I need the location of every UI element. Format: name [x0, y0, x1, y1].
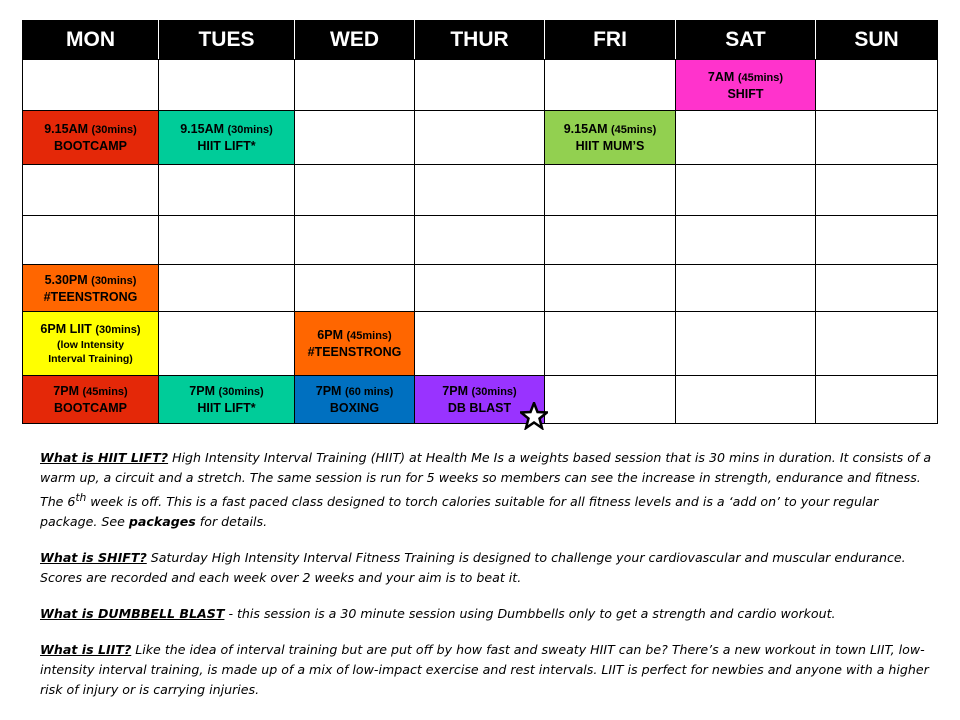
empty-cell: [415, 111, 545, 165]
empty-cell: [816, 376, 938, 424]
class-duration: (30mins): [227, 124, 273, 136]
day-header-sun: SUN: [816, 21, 938, 60]
schedule-row: [23, 165, 938, 216]
empty-cell: [159, 216, 295, 265]
empty-cell: [295, 60, 415, 111]
schedule-row: [23, 312, 938, 376]
class-cell-mon-teen: [23, 265, 159, 312]
note-question: What is LIIT?: [40, 642, 132, 658]
notes-section: [40, 448, 932, 716]
note-question: What is DUMBBELL BLAST: [40, 606, 225, 622]
class-name: HIIT LIFT*: [197, 401, 256, 415]
empty-cell: [415, 216, 545, 265]
empty-cell: [159, 312, 295, 376]
class-cell-tue-hiit-am: [159, 111, 295, 165]
class-duration: (30mins): [91, 274, 137, 287]
star-icon: [520, 402, 548, 430]
empty-cell: [545, 60, 676, 111]
note-text: - this session is a 30 minute session using Dumbbells only to get a strength and cardio workout.: [224, 606, 836, 622]
class-name: BOOTCAMP: [54, 401, 127, 415]
note-text: for details.: [195, 514, 268, 530]
empty-cell: [545, 265, 676, 312]
empty-cell: [159, 165, 295, 216]
empty-cell: [295, 265, 415, 312]
empty-cell: [816, 111, 938, 165]
empty-cell: [676, 376, 816, 424]
empty-cell: [545, 376, 676, 424]
class-time: 5.30PM: [44, 272, 88, 287]
class-time: 7PM: [315, 384, 342, 398]
day-header-tues: TUES: [159, 21, 295, 60]
day-header-fri: FRI: [545, 21, 676, 60]
empty-cell: [159, 265, 295, 312]
class-name: BOOTCAMP: [54, 139, 127, 153]
note-text: Like the idea of interval training but are put off by how fast and sweaty HIIT can be? There’s a new workout in town LIIT, low-intensity interval training, is made up of a mix of low-impact exercise and rest intervals. LIIT is perfect for newbies and anyone with a higher risk of injury or is carrying injuries.: [40, 642, 929, 698]
note-hiit-lift: [40, 448, 932, 532]
class-duration: (30mins): [95, 324, 141, 336]
empty-cell: [545, 216, 676, 265]
class-cell-thu-db: [415, 376, 545, 424]
schedule-row: [23, 60, 938, 111]
note-liit: [40, 640, 932, 700]
class-cell-wed-teen: [295, 312, 415, 376]
class-name: DB BLAST: [447, 401, 512, 415]
class-cell-sat-shift: [676, 60, 816, 111]
empty-cell: [415, 60, 545, 111]
schedule-row: [23, 265, 938, 312]
empty-cell: [295, 216, 415, 265]
empty-cell: [545, 165, 676, 216]
class-duration: (45mins): [82, 386, 128, 398]
day-header-mon: MON: [23, 21, 159, 60]
empty-cell: [159, 60, 295, 111]
class-duration: (45mins): [611, 124, 657, 136]
class-name: HIIT MUM’S: [575, 139, 645, 153]
note-sup: th: [75, 492, 87, 504]
schedule-row: [23, 376, 938, 424]
empty-cell: [23, 60, 159, 111]
class-time: 6PM LIIT: [40, 322, 92, 336]
class-cell-mon-liit: [23, 312, 159, 376]
empty-cell: [816, 60, 938, 111]
empty-cell: [415, 265, 545, 312]
class-time: 7PM: [442, 384, 468, 398]
class-duration: (30mins): [471, 386, 517, 398]
empty-cell: [816, 265, 938, 312]
header-row: [23, 21, 938, 60]
class-duration: (30mins): [91, 124, 137, 136]
class-time: 9.15AM: [563, 122, 608, 136]
class-cell-tue-hiit-pm: [159, 376, 295, 424]
class-cell-fri-mums: [545, 111, 676, 165]
day-header-sat: SAT: [676, 21, 816, 60]
note-dumbbell-blast: [40, 604, 932, 624]
day-header-thur: THUR: [415, 21, 545, 60]
empty-cell: [676, 312, 816, 376]
class-duration: (30mins): [218, 386, 264, 398]
class-time: 6PM: [317, 328, 343, 342]
empty-cell: [676, 111, 816, 165]
class-time: 7PM: [189, 384, 215, 398]
note-text: High Intensity Interval Training (HIIT) at Health Me Is a weights based session that is 30 mins in duration. It consists of a warm up, a circuit and a stretch. The same session is run for 5 weeks so members can see the increase in strength, endurance and fitness. The 6: [40, 450, 932, 510]
class-name: #TEENSTRONG: [307, 345, 402, 359]
class-name: (low Intensity: [56, 339, 125, 351]
note-text: week is off. This is a fast paced class designed to torch calories suitable for all fitness levels and is a ‘add on’ to your regular package. See: [40, 494, 879, 530]
empty-cell: [415, 312, 545, 376]
empty-cell: [676, 265, 816, 312]
empty-cell: [816, 216, 938, 265]
timetable: [22, 20, 938, 424]
day-header-wed: WED: [295, 21, 415, 60]
class-name: #TEENSTRONG: [43, 289, 138, 304]
class-duration: (60 mins): [344, 386, 394, 398]
empty-cell: [816, 312, 938, 376]
empty-cell: [676, 165, 816, 216]
note-text: Saturday High Intensity Interval Fitness Training is designed to challenge your cardiovascular and muscular endurance. Scores are recorded and each week over 2 weeks and your aim is to beat it.: [40, 550, 906, 586]
empty-cell: [295, 165, 415, 216]
class-time: 7AM: [707, 69, 735, 84]
schedule-row: [23, 216, 938, 265]
empty-cell: [23, 216, 159, 265]
packages-link[interactable]: packages: [128, 514, 196, 530]
class-duration: (45mins): [737, 71, 784, 84]
empty-cell: [415, 165, 545, 216]
empty-cell: [676, 216, 816, 265]
class-cell-wed-boxing: [295, 376, 415, 424]
note-question: What is SHIFT?: [40, 550, 147, 566]
class-time: 7PM: [53, 384, 79, 398]
empty-cell: [295, 111, 415, 165]
class-name: HIIT LIFT*: [197, 139, 256, 153]
class-name: SHIFT: [727, 86, 764, 101]
note-question: What is HIIT LIFT?: [40, 450, 169, 465]
note-shift: [40, 548, 932, 588]
empty-cell: [816, 165, 938, 216]
class-cell-mon-bootcamp-am: [23, 111, 159, 165]
empty-cell: [545, 312, 676, 376]
class-time: 9.15AM: [180, 122, 225, 136]
class-time: 9.15AM: [44, 122, 89, 136]
class-cell-mon-bootcamp-pm: [23, 376, 159, 424]
class-name: BOXING: [329, 401, 380, 415]
class-name-line2: Interval Training): [48, 353, 133, 365]
schedule-row: [23, 111, 938, 165]
empty-cell: [23, 165, 159, 216]
class-duration: (45mins): [346, 330, 392, 342]
